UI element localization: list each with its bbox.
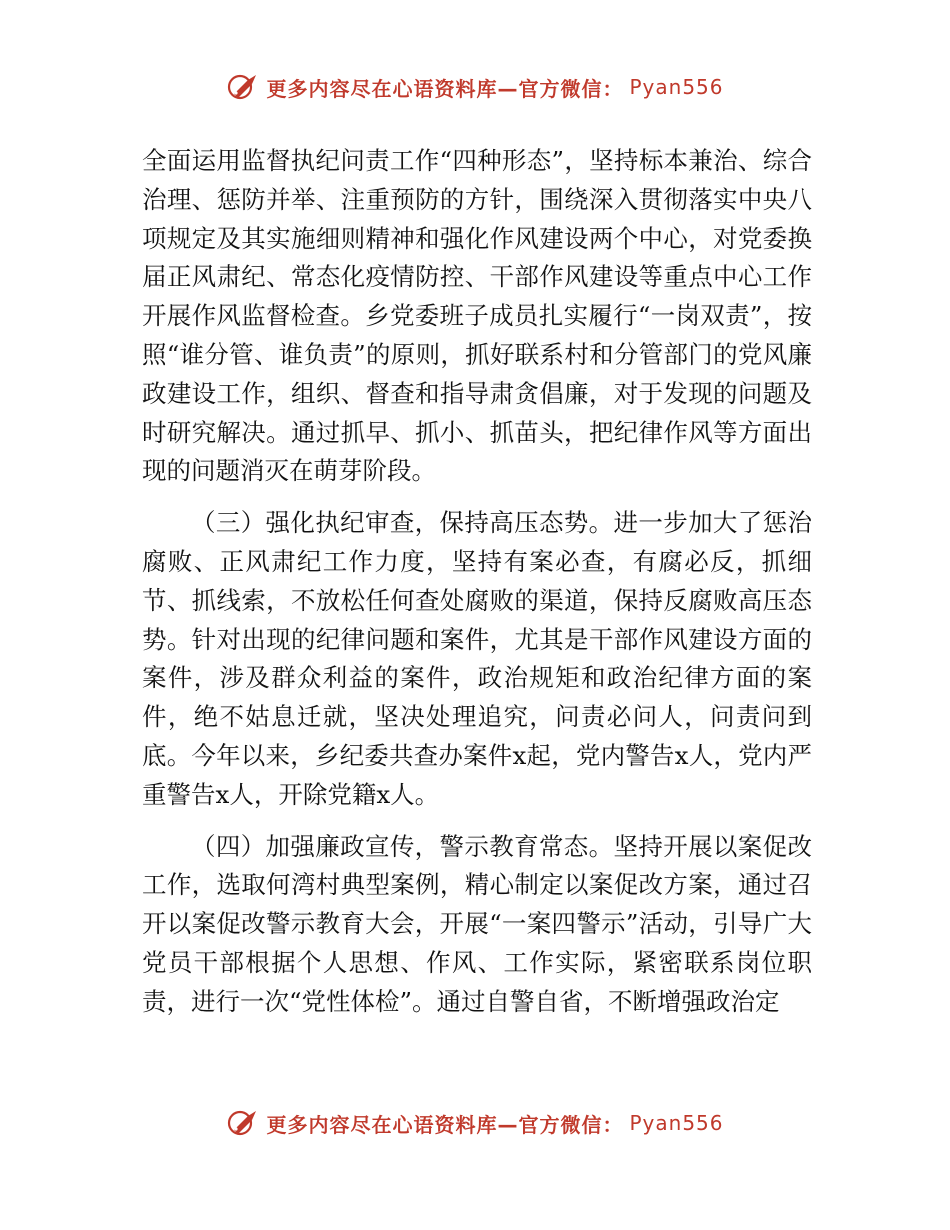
watermark-footer [0, 1108, 950, 1138]
watermark-handle: Pyan556 [629, 1111, 724, 1135]
watermark-header [0, 72, 950, 102]
watermark-text: 更多内容尽在心语资料库—官方微信： [266, 1112, 624, 1137]
paragraph-1: 全面运用监督执纪问责工作“四种形态”，坚持标本兼治、综合治理、惩防并举、注重预防的方针，围绕深入贯彻落实中央八项规定及其实施细则精神和强化作风建设两个中心，对党委换届正风肃纪、常态化疫情防控、干部作风建设等重点中心工作开展作风监督检查。乡党委班子成员扎实履行“一岗双责”，按照“谁分管、谁负责”的原则，抓好联系村和分管部门的党风廉政建设工作，组织、督查和指导肃贪倡廉，对于发现的问题及时研究解决。通过抓早、抓小、抓苗头，把纪律作风等方面出现的问题消灭在萌芽阶段。 [142, 146, 812, 486]
paragraph-3: （四）加强廉政宣传，警示教育常态。坚持开展以案促改工作，选取何湾村典型案例，精心制定以案促改方案，通过召开以案促改警示教育大会，开展“一案四警示”活动，引导广大党员干部根据个人思想、作风、工作实际，紧密联系岗位职责，进行一次“党性体检”。通过自警自省，不断增强政治定 [142, 831, 812, 1016]
pen-nib-logo-icon [226, 72, 260, 102]
watermark-handle: Pyan556 [629, 75, 724, 99]
pen-nib-logo-icon [226, 1108, 260, 1138]
watermark-text: 更多内容尽在心语资料库—官方微信： [266, 76, 624, 101]
paragraph-2: （三）强化执纪审查，保持高压态势。进一步加大了惩治腐败、正风肃纪工作力度，坚持有案必查，有腐必反，抓细节、抓线索，不放松任何查处腐败的渠道，保持反腐败高压态势。针对出现的纪律问题和案件，尤其是干部作风建设方面的案件，涉及群众利益的案件，政治规矩和政治纪律方面的案件，绝不姑息迁就，坚决处理追究，问责必问人，问责问到底。今年以来，乡纪委共查办案件x起，党内警告x人，党内严重警告x人，开除党籍x人。 [142, 508, 812, 809]
document-body [142, 142, 812, 1022]
